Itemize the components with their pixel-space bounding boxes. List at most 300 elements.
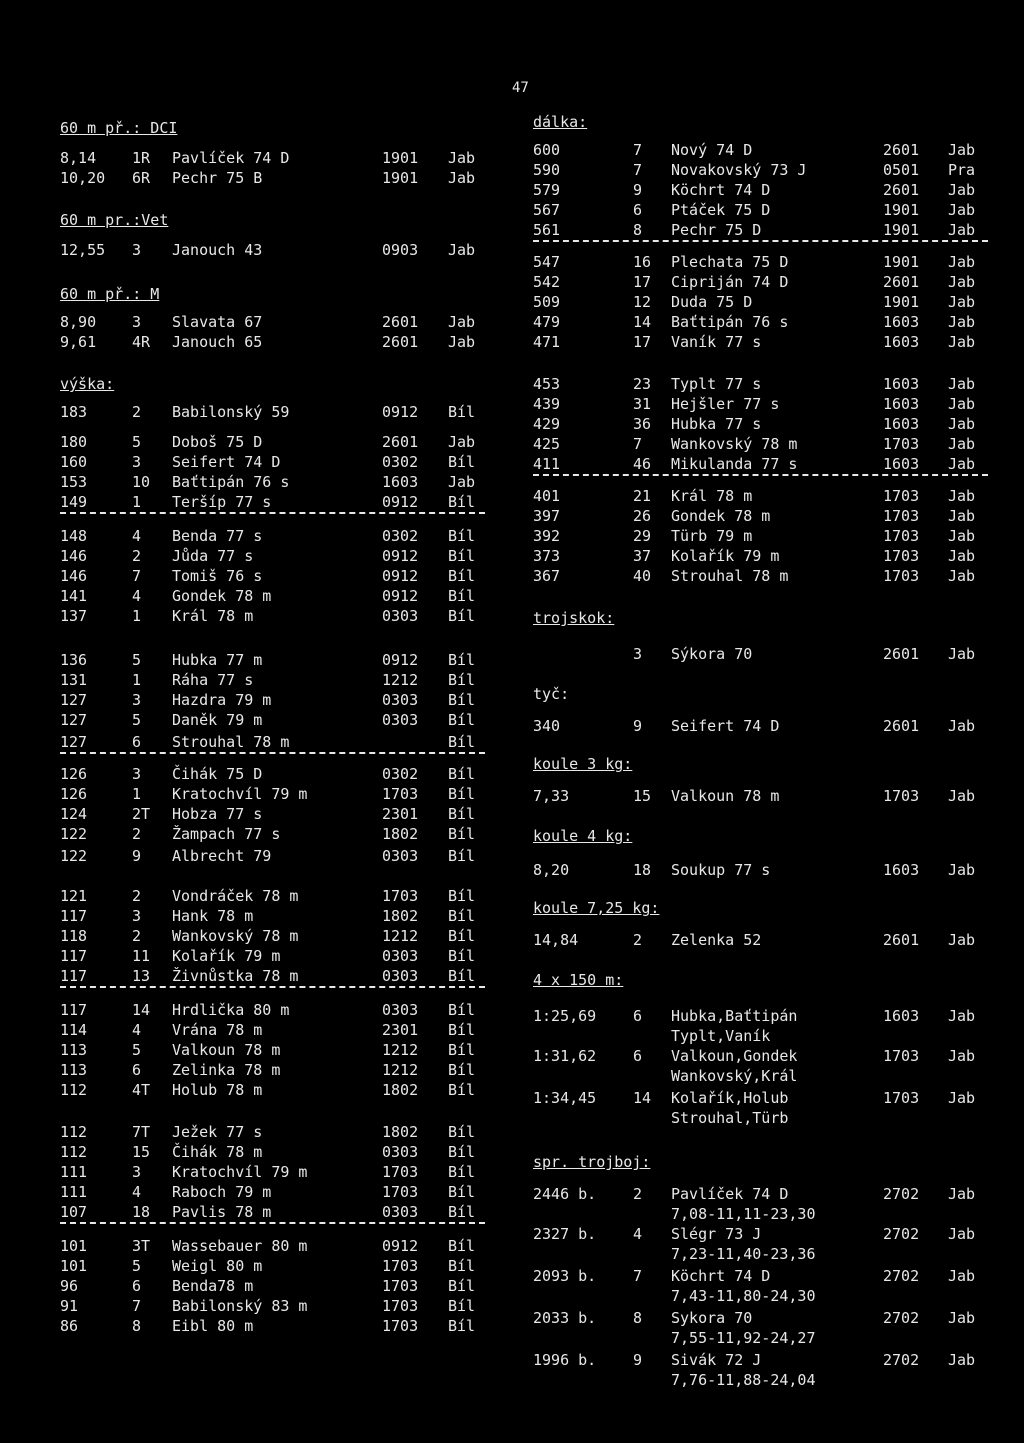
- cell-result: 112: [60, 1081, 88, 1099]
- cell-date: 1703: [382, 1183, 419, 1201]
- cell-place: 9: [132, 847, 142, 865]
- cell-date: 1703: [382, 1163, 419, 1181]
- result-row: [60, 472, 485, 492]
- section-heading: tyč:: [533, 685, 570, 703]
- cell-venue: Jab: [948, 435, 976, 453]
- cell-place: 6: [633, 1007, 643, 1025]
- cell-date: 1703: [883, 1047, 920, 1065]
- result-row: [533, 1308, 988, 1328]
- cell-venue: Bíl: [448, 1061, 476, 1079]
- cell-venue: Jab: [948, 141, 976, 159]
- cell-venue: Bíl: [448, 1257, 476, 1275]
- cell-place: 10: [132, 473, 151, 491]
- cell-venue: Bíl: [448, 1081, 476, 1099]
- cell-venue: Jab: [448, 169, 476, 187]
- section-heading: koule 7,25 kg:: [533, 899, 660, 917]
- cell-result: 397: [533, 507, 561, 525]
- cell-date: 0912: [382, 403, 419, 421]
- cell-venue: Bíl: [448, 733, 476, 751]
- cell-athlete: Valkoun 78 m: [172, 1041, 281, 1059]
- cell-result: 509: [533, 293, 561, 311]
- cell-athlete: Weigl 80 m: [172, 1257, 263, 1275]
- cell-result: 127: [60, 691, 88, 709]
- cell-date: 1703: [382, 785, 419, 803]
- cell-place: 5: [132, 433, 142, 451]
- cell-date: 1603: [883, 375, 920, 393]
- cell-date: 0912: [382, 651, 419, 669]
- cell-date: 1703: [883, 547, 920, 565]
- cell-venue: Jab: [948, 375, 976, 393]
- result-row: [60, 690, 485, 710]
- cell-athlete: Kolařík 79 m: [172, 947, 281, 965]
- cell-place: 7T: [132, 1123, 151, 1141]
- result-row: [60, 452, 485, 472]
- cell-result: 113: [60, 1061, 88, 1079]
- cell-athlete: Jůda 77 s: [172, 547, 254, 565]
- result-row: [60, 650, 485, 670]
- cell-result: 122: [60, 825, 88, 843]
- result-row: [60, 966, 485, 988]
- cell-athlete: Pavlis 78 m: [172, 1203, 272, 1221]
- cell-venue: Bíl: [448, 847, 476, 865]
- cell-venue: Bíl: [448, 403, 476, 421]
- result-row: [60, 1020, 485, 1040]
- cell-result: 160: [60, 453, 88, 471]
- cell-venue: Bíl: [448, 765, 476, 783]
- cell-venue: Jab: [948, 415, 976, 433]
- cell-athlete: Türb 79 m: [671, 527, 753, 545]
- cell-date: 2702: [883, 1185, 920, 1203]
- cell-athlete: Babilonský 83 m: [172, 1297, 308, 1315]
- cell-venue: Bíl: [448, 607, 476, 625]
- result-row: [533, 486, 988, 506]
- cell-result: 8,14: [60, 149, 97, 167]
- cell-result: 101: [60, 1257, 88, 1275]
- cell-place: 46: [633, 455, 652, 473]
- cell-date: 1703: [883, 507, 920, 525]
- cell-place: 8: [633, 1309, 643, 1327]
- cell-result: 453: [533, 375, 561, 393]
- cell-result: 479: [533, 313, 561, 331]
- cell-date: 1703: [883, 567, 920, 585]
- cell-date: 1703: [883, 435, 920, 453]
- result-row: [60, 1142, 485, 1162]
- result-row: [60, 1276, 485, 1296]
- cell-place: 3T: [132, 1237, 151, 1255]
- cell-athlete: Gondek 78 m: [671, 507, 771, 525]
- cell-athlete: Wankovský 78 m: [671, 435, 798, 453]
- cell-athlete: Ježek 77 s: [172, 1123, 263, 1141]
- cell-result: 91: [60, 1297, 79, 1315]
- cell-date: 1603: [382, 473, 419, 491]
- cell-athlete: Typlt 77 s: [671, 375, 762, 393]
- result-row: [533, 272, 988, 292]
- cell-athlete: Baťtipán 76 s: [671, 313, 789, 331]
- cell-venue: Bíl: [448, 967, 476, 985]
- cell-athlete: Hubka 77 s: [671, 415, 762, 433]
- cell-athlete: Ráha 77 s: [172, 671, 254, 689]
- cell-place: 14: [633, 1089, 652, 1107]
- cell-date: 1212: [382, 1041, 419, 1059]
- result-row: [533, 786, 988, 806]
- cell-date: 1901: [883, 201, 920, 219]
- result-row: [60, 148, 485, 168]
- cell-result: 471: [533, 333, 561, 351]
- result-row: [60, 1296, 485, 1316]
- cell-date: 1603: [883, 1007, 920, 1025]
- cell-venue: Bíl: [448, 527, 476, 545]
- cell-result: 542: [533, 273, 561, 291]
- cell-date: 1901: [883, 293, 920, 311]
- cell-date: 1901: [382, 169, 419, 187]
- result-row: [533, 252, 988, 272]
- cell-result: 111: [60, 1163, 88, 1181]
- result-row: [60, 492, 485, 514]
- cell-venue: Jab: [948, 455, 976, 473]
- result-row: [533, 1026, 988, 1046]
- cell-place: 18: [132, 1203, 151, 1221]
- cell-venue: Bíl: [448, 1237, 476, 1255]
- result-row: [533, 526, 988, 546]
- result-row: [533, 1266, 988, 1286]
- cell-date: 1703: [883, 487, 920, 505]
- cell-place: 3: [132, 765, 142, 783]
- cell-place: 4: [132, 527, 142, 545]
- cell-athlete: Zelenka 52: [671, 931, 762, 949]
- cell-athlete: Köchrt 74 D: [671, 1267, 771, 1285]
- section-heading: 4 x 150 m:: [533, 971, 624, 989]
- cell-place: 5: [132, 1257, 142, 1275]
- cell-venue: Bíl: [448, 547, 476, 565]
- result-row: [533, 434, 988, 454]
- cell-venue: Jab: [948, 1089, 976, 1107]
- cell-athlete: Žampach 77 s: [172, 825, 281, 843]
- cell-place: 26: [633, 507, 652, 525]
- cell-venue: Jab: [948, 931, 976, 949]
- cell-place: 15: [132, 1143, 151, 1161]
- cell-venue: Jab: [948, 1047, 976, 1065]
- result-row: [533, 1006, 988, 1026]
- cell-venue: Bíl: [448, 1123, 476, 1141]
- cell-result: 126: [60, 765, 88, 783]
- cell-venue: Bíl: [448, 1277, 476, 1295]
- result-row: [60, 1162, 485, 1182]
- cell-place: 13: [132, 967, 151, 985]
- cell-place: 6: [132, 733, 142, 751]
- cell-venue: Bíl: [448, 1143, 476, 1161]
- cell-date: 1603: [883, 861, 920, 879]
- cell-venue: Jab: [948, 1225, 976, 1243]
- cell-result: 126: [60, 785, 88, 803]
- cell-athlete: Ptáček 75 D: [671, 201, 771, 219]
- result-row: [60, 886, 485, 906]
- cell-place: 2: [633, 1185, 643, 1203]
- result-row: [533, 374, 988, 394]
- section-heading: trojskok:: [533, 609, 615, 627]
- cell-athlete: Wankovský 78 m: [172, 927, 299, 945]
- cell-date: 0303: [382, 1203, 419, 1221]
- cell-date: 2601: [382, 433, 419, 451]
- cell-date: 0303: [382, 691, 419, 709]
- cell-venue: Jab: [948, 547, 976, 565]
- cell-place: 14: [132, 1001, 151, 1019]
- cell-place: 2T: [132, 805, 151, 823]
- cell-date: 1901: [883, 253, 920, 271]
- cell-place: 5: [132, 651, 142, 669]
- cell-athlete: Wankovský,Král: [671, 1067, 798, 1085]
- result-row: [533, 140, 988, 160]
- cell-venue: Jab: [948, 313, 976, 331]
- result-row: [533, 1184, 988, 1204]
- cell-date: 0303: [382, 1143, 419, 1161]
- cell-date: 1603: [883, 333, 920, 351]
- cell-date: 1703: [382, 1257, 419, 1275]
- cell-result: 340: [533, 717, 561, 735]
- cell-athlete: 7,55-11,92-24,27: [671, 1329, 816, 1347]
- cell-place: 4T: [132, 1081, 151, 1099]
- cell-date: 1802: [382, 825, 419, 843]
- cell-venue: Bíl: [448, 887, 476, 905]
- cell-date: 0912: [382, 587, 419, 605]
- cell-date: 1603: [883, 395, 920, 413]
- cell-date: 2301: [382, 805, 419, 823]
- result-row: [533, 546, 988, 566]
- cell-athlete: Sýkora 70: [671, 645, 753, 663]
- cell-athlete: Sivák 72 J: [671, 1351, 762, 1369]
- result-row: [60, 332, 485, 352]
- result-row: [60, 312, 485, 332]
- cell-result: 113: [60, 1041, 88, 1059]
- cell-venue: Bíl: [448, 453, 476, 471]
- cell-result: 411: [533, 455, 561, 473]
- cell-place: 3: [633, 645, 643, 663]
- cell-athlete: 7,23-11,40-23,36: [671, 1245, 816, 1263]
- cell-result: 127: [60, 733, 88, 751]
- cell-venue: Jab: [948, 1351, 976, 1369]
- cell-athlete: Vrána 78 m: [172, 1021, 263, 1039]
- cell-date: 0303: [382, 967, 419, 985]
- cell-result: 8,90: [60, 313, 97, 331]
- result-row: [533, 1108, 988, 1128]
- cell-venue: Bíl: [448, 567, 476, 585]
- cell-date: 0912: [382, 567, 419, 585]
- result-row: [60, 846, 485, 866]
- cell-athlete: Strouhal,Türb: [671, 1109, 789, 1127]
- cell-place: 16: [633, 253, 652, 271]
- cell-result: 600: [533, 141, 561, 159]
- cell-athlete: Eibl 80 m: [172, 1317, 254, 1335]
- cell-result: 401: [533, 487, 561, 505]
- cell-venue: Jab: [948, 717, 976, 735]
- cell-venue: Bíl: [448, 493, 476, 511]
- cell-athlete: Živnůstka 78 m: [172, 967, 299, 985]
- cell-venue: Jab: [948, 333, 976, 351]
- cell-date: 2601: [382, 333, 419, 351]
- result-row: [60, 586, 485, 606]
- section-heading: výška:: [60, 375, 115, 393]
- cell-date: 1212: [382, 671, 419, 689]
- cell-result: 117: [60, 907, 88, 925]
- cell-athlete: Hubka,Baťtipán: [671, 1007, 798, 1025]
- cell-place: 6: [633, 1047, 643, 1065]
- result-row: [533, 860, 988, 880]
- result-row: [60, 402, 485, 422]
- cell-date: 1603: [883, 313, 920, 331]
- cell-date: 1703: [382, 1277, 419, 1295]
- cell-venue: Bíl: [448, 711, 476, 729]
- cell-date: 0912: [382, 493, 419, 511]
- cell-result: 429: [533, 415, 561, 433]
- cell-athlete: Vaník 77 s: [671, 333, 762, 351]
- section-heading: 60 m pr.:Vet: [60, 211, 169, 229]
- cell-athlete: Holub 78 m: [172, 1081, 263, 1099]
- cell-venue: Jab: [448, 433, 476, 451]
- cell-place: 21: [633, 487, 652, 505]
- cell-result: 117: [60, 947, 88, 965]
- result-row: [60, 784, 485, 804]
- cell-place: 6: [132, 1277, 142, 1295]
- cell-athlete: 7,76-11,88-24,04: [671, 1371, 816, 1389]
- cell-place: 36: [633, 415, 652, 433]
- cell-athlete: Raboch 79 m: [172, 1183, 272, 1201]
- cell-result: 118: [60, 927, 88, 945]
- cell-athlete: Janouch 43: [172, 241, 263, 259]
- cell-athlete: Benda 77 s: [172, 527, 263, 545]
- cell-result: 1:31,62: [533, 1047, 597, 1065]
- cell-date: 2301: [382, 1021, 419, 1039]
- cell-place: 1: [132, 785, 142, 803]
- cell-result: 567: [533, 201, 561, 219]
- cell-venue: Bíl: [448, 805, 476, 823]
- cell-result: 149: [60, 493, 88, 511]
- result-row: [60, 824, 485, 844]
- cell-athlete: Plechata 75 D: [671, 253, 789, 271]
- cell-venue: Jab: [948, 861, 976, 879]
- cell-date: 0302: [382, 765, 419, 783]
- cell-result: 367: [533, 567, 561, 585]
- result-row: [60, 670, 485, 690]
- cell-place: 9: [633, 181, 643, 199]
- cell-date: 1603: [883, 455, 920, 473]
- cell-place: 2: [132, 403, 142, 421]
- cell-result: 2327 b.: [533, 1225, 597, 1243]
- cell-date: 2601: [382, 313, 419, 331]
- cell-date: 0303: [382, 947, 419, 965]
- cell-date: 1703: [382, 887, 419, 905]
- cell-result: 111: [60, 1183, 88, 1201]
- cell-place: 17: [633, 273, 652, 291]
- result-row: [533, 414, 988, 434]
- cell-venue: Jab: [948, 487, 976, 505]
- cell-result: 112: [60, 1123, 88, 1141]
- cell-date: 2601: [883, 141, 920, 159]
- cell-athlete: Babilonský 59: [172, 403, 290, 421]
- cell-place: 23: [633, 375, 652, 393]
- cell-venue: Jab: [948, 1309, 976, 1327]
- cell-result: 137: [60, 607, 88, 625]
- cell-result: 124: [60, 805, 88, 823]
- cell-place: 2: [132, 887, 142, 905]
- cell-result: 547: [533, 253, 561, 271]
- cell-venue: Jab: [948, 201, 976, 219]
- cell-athlete: Hazdra 79 m: [172, 691, 272, 709]
- cell-place: 7: [633, 435, 643, 453]
- cell-date: 0501: [883, 161, 920, 179]
- cell-result: 136: [60, 651, 88, 669]
- result-row: [60, 906, 485, 926]
- result-row: [60, 1000, 485, 1020]
- result-row: [60, 1236, 485, 1256]
- cell-place: 1R: [132, 149, 151, 167]
- result-row: [60, 606, 485, 626]
- cell-place: 9: [633, 1351, 643, 1369]
- cell-place: 3: [132, 691, 142, 709]
- cell-athlete: Strouhal 78 m: [172, 733, 290, 751]
- cell-result: 96: [60, 1277, 79, 1295]
- result-row: [60, 1060, 485, 1080]
- result-row: [533, 1350, 988, 1370]
- cell-venue: Jab: [948, 645, 976, 663]
- cell-place: 37: [633, 547, 652, 565]
- result-row: [533, 930, 988, 950]
- cell-date: 0303: [382, 1001, 419, 1019]
- cell-date: 2702: [883, 1225, 920, 1243]
- cell-date: 2601: [883, 273, 920, 291]
- cell-venue: Jab: [448, 473, 476, 491]
- cell-venue: Bíl: [448, 1203, 476, 1221]
- cell-venue: Jab: [448, 333, 476, 351]
- cell-athlete: Vondráček 78 m: [172, 887, 299, 905]
- cell-result: 117: [60, 1001, 88, 1019]
- cell-venue: Bíl: [448, 691, 476, 709]
- cell-venue: Jab: [948, 1007, 976, 1025]
- cell-venue: Bíl: [448, 1317, 476, 1335]
- cell-result: 9,61: [60, 333, 97, 351]
- cell-result: 148: [60, 527, 88, 545]
- cell-athlete: Teršíp 77 s: [172, 493, 272, 511]
- cell-place: 7: [633, 1267, 643, 1285]
- cell-result: 2033 b.: [533, 1309, 597, 1327]
- cell-result: 121: [60, 887, 88, 905]
- cell-place: 4R: [132, 333, 151, 351]
- cell-venue: Bíl: [448, 785, 476, 803]
- result-row: [60, 946, 485, 966]
- cell-place: 2: [633, 931, 643, 949]
- cell-athlete: Pechr 75 D: [671, 221, 762, 239]
- result-row: [533, 506, 988, 526]
- cell-athlete: Gondek 78 m: [172, 587, 272, 605]
- cell-place: 29: [633, 527, 652, 545]
- cell-result: 1:25,69: [533, 1007, 597, 1025]
- result-row: [533, 180, 988, 200]
- cell-athlete: Kolařík 79 m: [671, 547, 780, 565]
- cell-result: 1:34,45: [533, 1089, 597, 1107]
- cell-place: 6: [633, 201, 643, 219]
- cell-result: 146: [60, 547, 88, 565]
- cell-athlete: Hank 78 m: [172, 907, 254, 925]
- cell-date: 0302: [382, 527, 419, 545]
- cell-result: 10,20: [60, 169, 106, 187]
- cell-place: 4: [633, 1225, 643, 1243]
- result-row: [533, 1370, 988, 1390]
- cell-venue: Bíl: [448, 1001, 476, 1019]
- cell-result: 131: [60, 671, 88, 689]
- cell-date: 0912: [382, 1237, 419, 1255]
- cell-date: 2601: [883, 181, 920, 199]
- result-row: [60, 566, 485, 586]
- cell-venue: Jab: [448, 313, 476, 331]
- result-row: [60, 1316, 485, 1336]
